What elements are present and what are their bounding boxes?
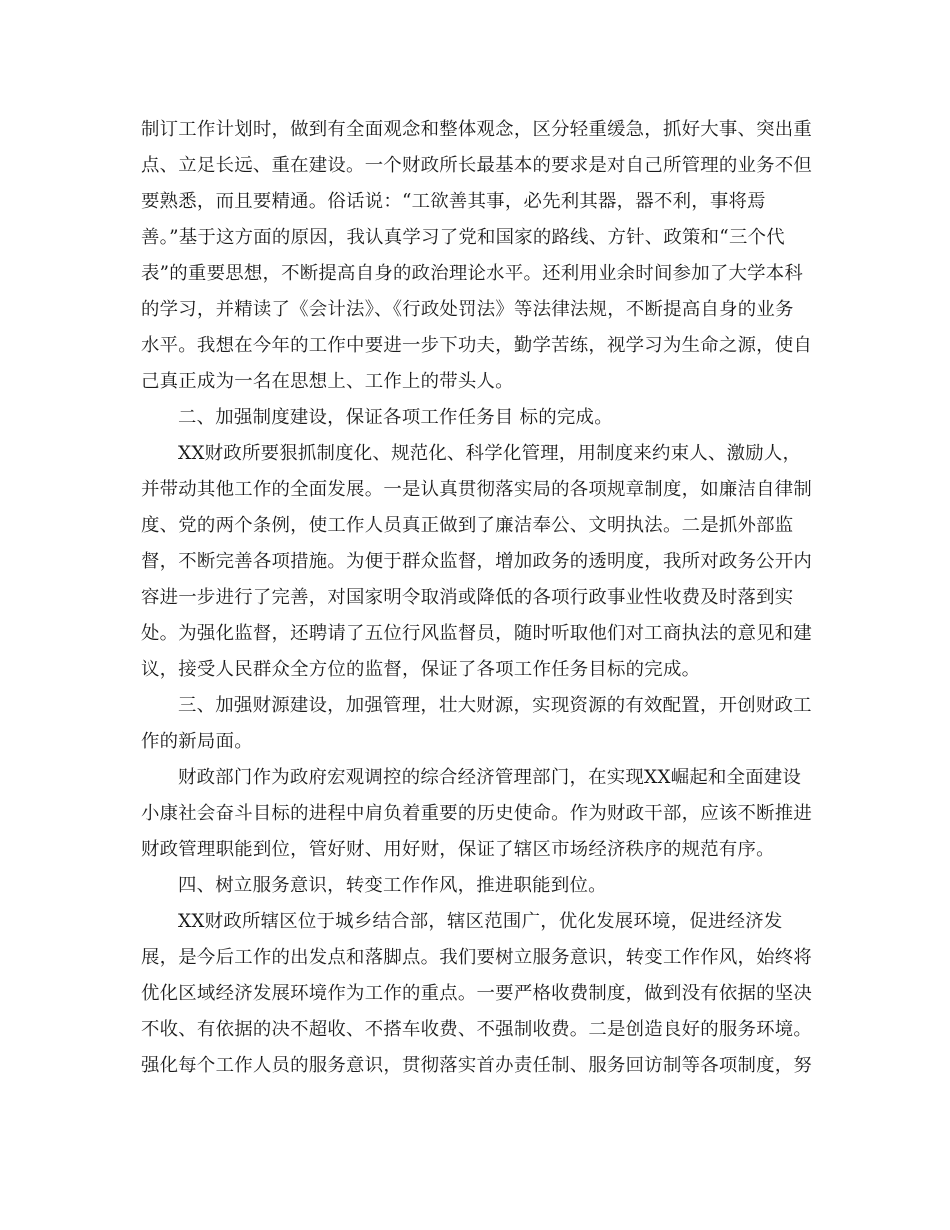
paragraph xyxy=(141,904,813,1084)
text-line: XX财政所要狠抓制度化、规范化、科学化管理，用制度来约束人、激励人， xyxy=(178,443,802,464)
text-line: 议，接受人民群众全方位的监督，保证了各项工作任务目标的完成。 xyxy=(141,659,701,680)
text-line: 四、树立服务意识，转变工作作风，推进职能到位。 xyxy=(178,875,607,896)
text-line: XX财政所辖区位于城乡结合部，辖区范围广，优化发展环境，促进经济发 xyxy=(178,911,783,932)
text-line: 要熟悉，而且要精通。俗话说：“工欲善其事，必先利其器，器不利，事将焉 xyxy=(141,191,766,212)
document-page xyxy=(141,112,813,1084)
text-line: 度、党的两个条例，使工作人员真正做到了廉洁奉公、文明执法。二是抓外部监 xyxy=(141,515,794,536)
text-line: 财政部门作为政府宏观调控的综合经济管理部门，在实现XX崛起和全面建设 xyxy=(178,767,802,788)
text-line: 强化每个工作人员的服务意识，贯彻落实首办责任制、服务回访制等各项制度，努 xyxy=(141,1055,813,1076)
text-line: 作的新局面。 xyxy=(141,731,253,752)
paragraph xyxy=(141,436,813,688)
text-line: 己真正成为一名在思想上、工作上的带头人。 xyxy=(141,371,514,392)
text-line: 财政管理职能到位，管好财、用好财，保证了辖区市场经济秩序的规范有序。 xyxy=(141,839,775,860)
text-line: 处。为强化监督，还聘请了五位行风监督员，随时听取他们对工商执法的意见和建 xyxy=(141,623,813,644)
text-line: 督，不断完善各项措施。为便于群众监督，增加政务的透明度，我所对政务公开内 xyxy=(141,551,813,572)
paragraph xyxy=(141,688,813,760)
text-line: 表”的重要思想，不断提高自身的政治理论水平。还利用业余时间参加了大学本科 xyxy=(141,263,804,284)
text-line: 小康社会奋斗目标的进程中肩负着重要的历史使命。作为财政干部，应该不断推进 xyxy=(141,803,813,824)
text-line: 制订工作计划时，做到有全面观念和整体观念，区分轻重缓急，抓好大事、突出重 xyxy=(141,119,813,140)
paragraph xyxy=(141,112,813,400)
text-line: 不收、有依据的决不超收、不搭车收费、不强制收费。二是创造良好的服务环境。 xyxy=(141,1019,813,1040)
text-line: 点、立足长远、重在建设。一个财政所长最基本的要求是对自己所管理的业务不但 xyxy=(141,155,813,176)
text-line: 容进一步进行了完善，对国家明令取消或降低的各项行政事业性收费及时落到实 xyxy=(141,587,794,608)
text-line: 优化区域经济发展环境作为工作的重点。一要严格收费制度，做到没有依据的坚决 xyxy=(141,983,813,1004)
paragraph xyxy=(141,760,813,868)
text-line: 二、加强制度建设，保证各项工作任务目 标的完成。 xyxy=(178,407,613,428)
text-line: 并带动其他工作的全面发展。一是认真贯彻落实局的各项规章制度，如廉洁自律制 xyxy=(141,479,813,500)
text-line: 善。”基于这方面的原因，我认真学习了党和国家的路线、方针、政策和“三个代 xyxy=(141,227,785,248)
text-line: 的学习，并精读了《会计法》、《行政处罚法》等法律法规，不断提高自身的业务 xyxy=(141,299,794,320)
text-line: 水平。我想在今年的工作中要进一步下功夫，勤学苦练，视学习为生命之源，使自 xyxy=(141,335,813,356)
paragraph xyxy=(141,868,813,904)
paragraph xyxy=(141,400,813,436)
text-line: 三、加强财源建设，加强管理，壮大财源，实现资源的有效配置，开创财政工 xyxy=(178,695,812,716)
text-line: 展，是今后工作的出发点和落脚点。我们要树立服务意识，转变工作作风，始终将 xyxy=(141,947,813,968)
